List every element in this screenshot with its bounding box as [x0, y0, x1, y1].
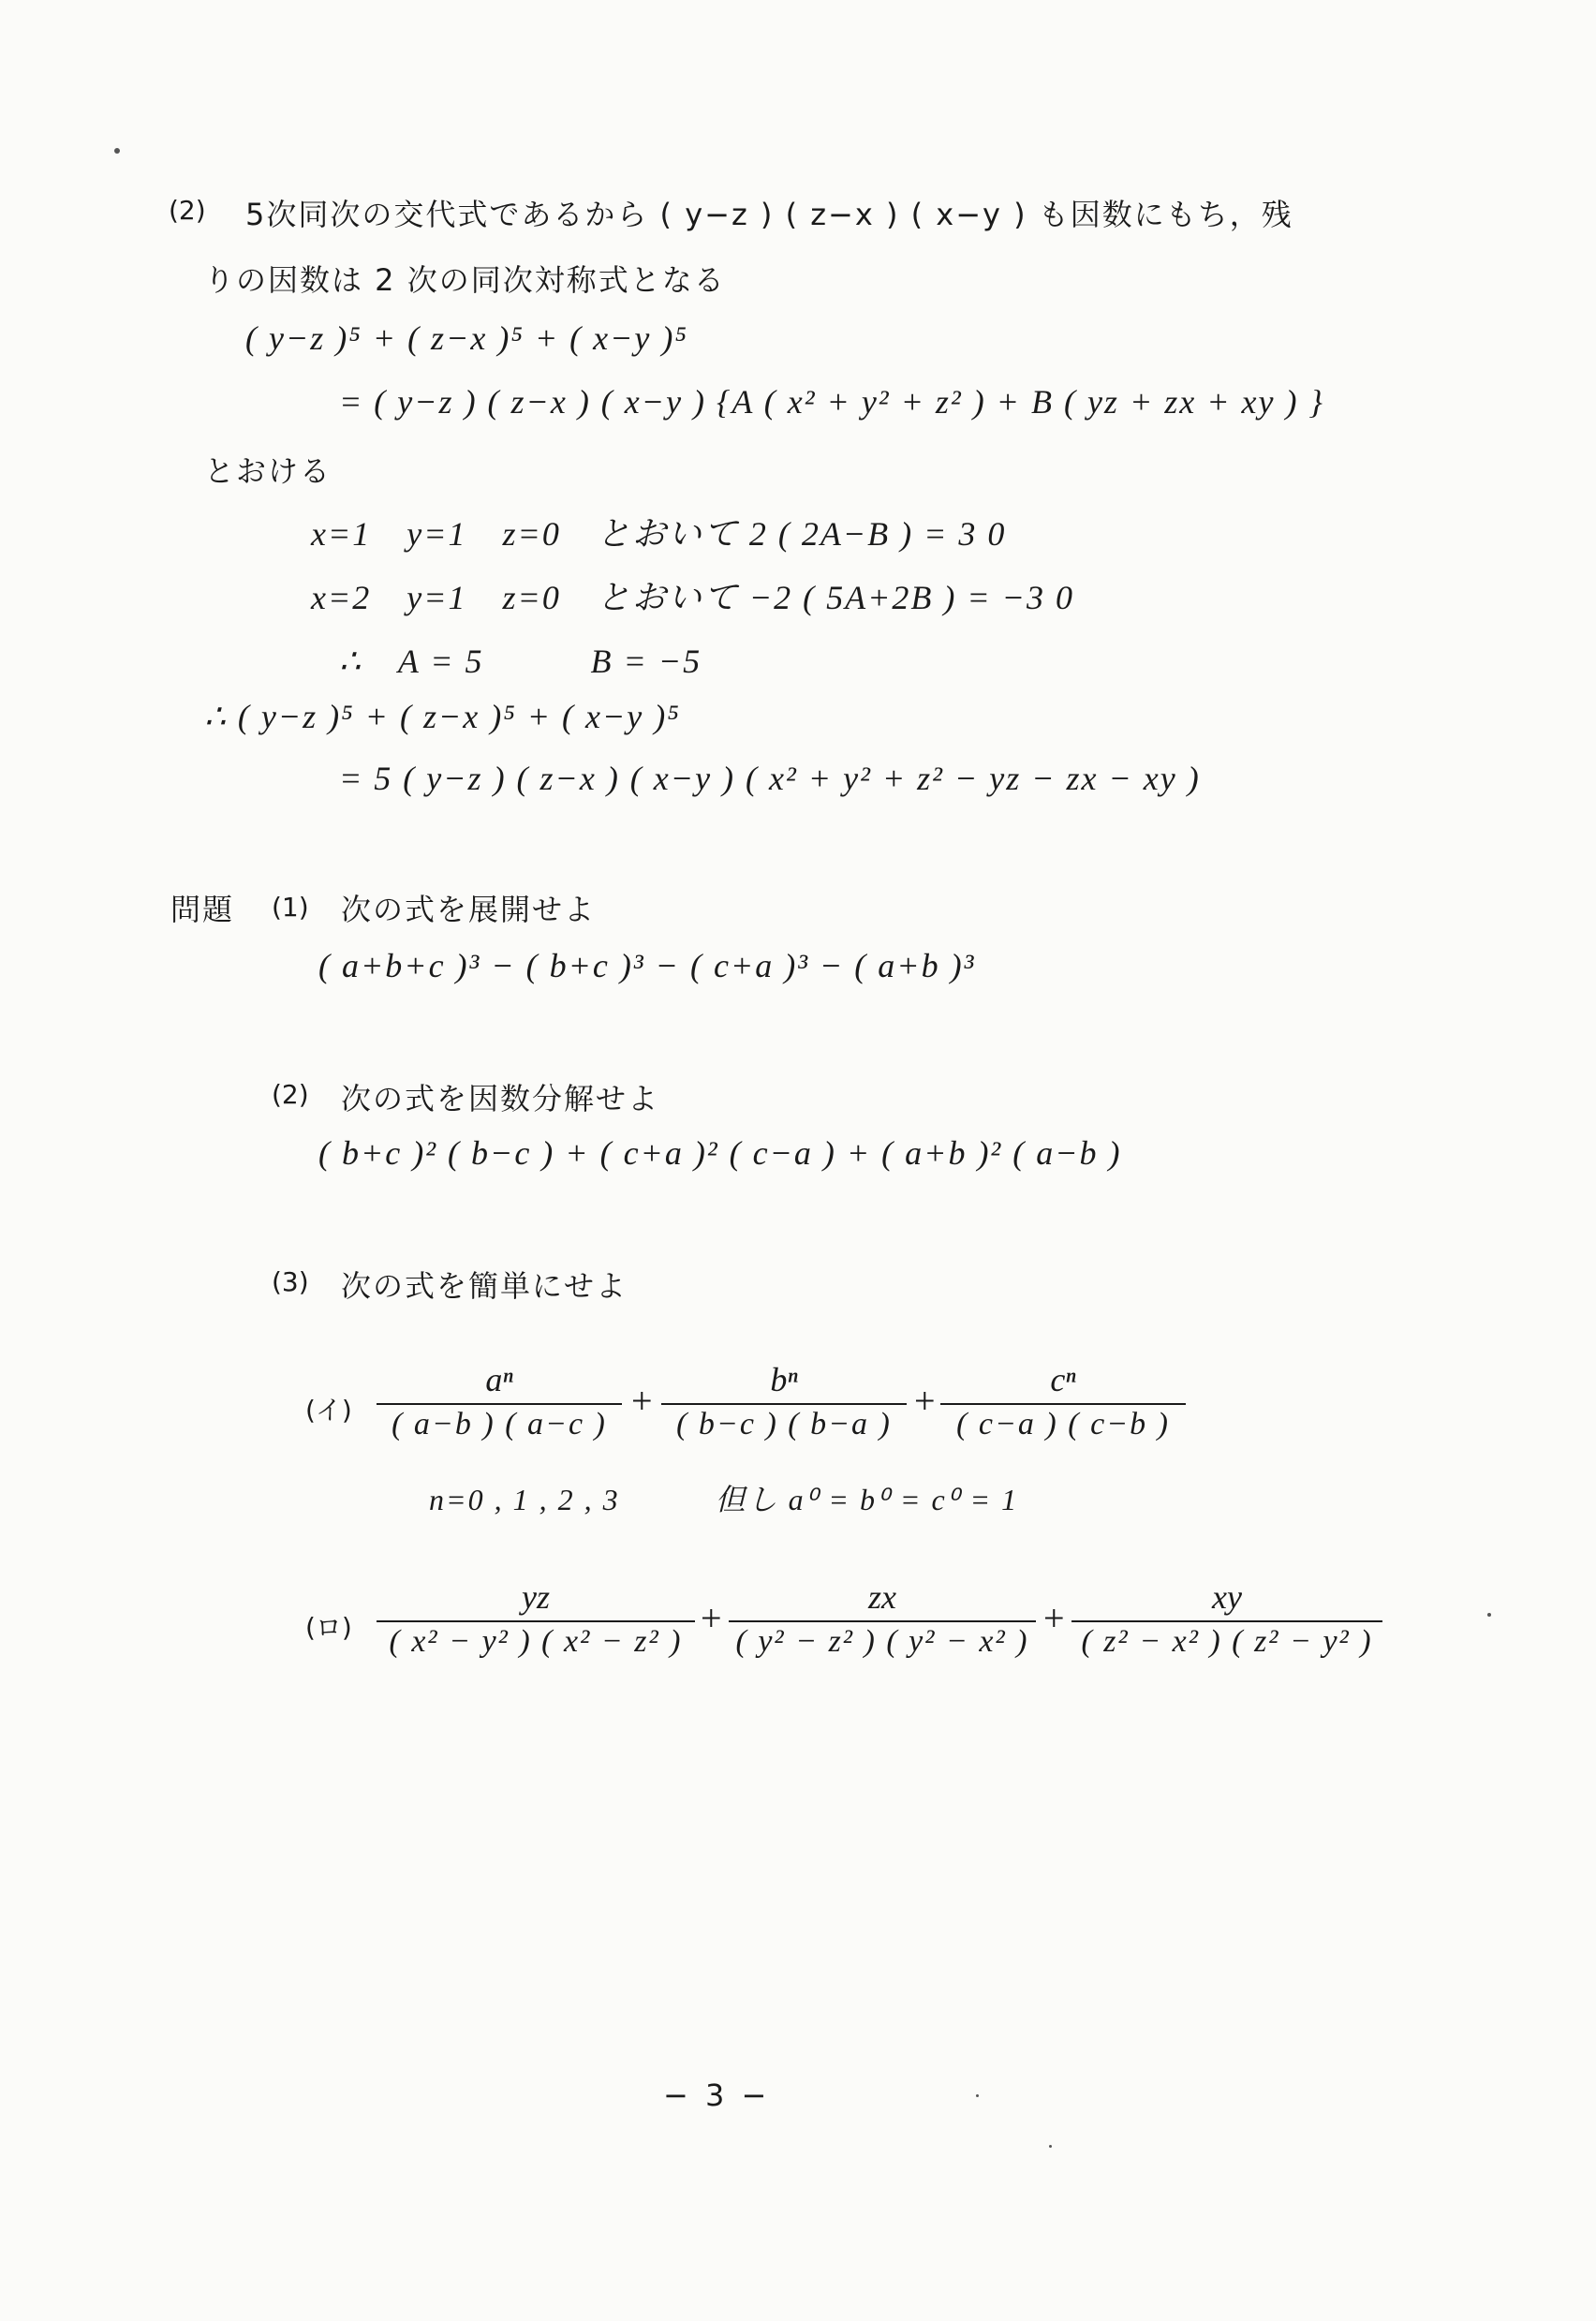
- scan-speck: [1049, 2145, 1052, 2148]
- problem-2-label: (2): [272, 1079, 309, 1110]
- fraction-ro-2: [729, 1577, 1036, 1660]
- set-text: とおける: [204, 453, 332, 489]
- problem-2-expression: ( b+c )² ( b−c ) + ( c+a )² ( c−a ) + ( a+b )² ( a−b ): [318, 1134, 1122, 1172]
- fraction-i-3: [940, 1360, 1186, 1442]
- section-label: (2): [169, 195, 206, 226]
- problem-3-text: 次の式を簡単にせよ: [341, 1268, 628, 1304]
- equation-rhs: = ( y−z ) ( z−x ) ( x−y ) {A ( x² + y² + z² ) + B ( yz + zx + xy ) }: [339, 383, 1324, 421]
- page-number: − 3 −: [663, 2077, 771, 2113]
- subproblem-ro-label: (ロ): [305, 1612, 352, 1643]
- fraction-ro-1: [377, 1577, 695, 1660]
- fraction-numerator: zx: [868, 1578, 896, 1616]
- scan-speck: [976, 2094, 979, 2097]
- fraction-numerator: xy: [1212, 1578, 1242, 1616]
- fraction-numerator: aⁿ: [485, 1361, 513, 1398]
- scan-speck: [1487, 1613, 1491, 1617]
- fraction-denominator: ( y² − z² ) ( y² − x² ): [735, 1624, 1029, 1659]
- problem-3-label: (3): [272, 1266, 309, 1297]
- substitution-1: x=1 y=1 z=0 とおいて 2 ( 2A−B ) = 3 0: [311, 515, 1007, 553]
- fraction-numerator: bⁿ: [770, 1361, 798, 1398]
- problem-1-text: 次の式を展開せよ: [341, 892, 597, 927]
- plus-sign: +: [631, 1380, 653, 1422]
- fraction-denominator: ( c−a ) ( c−b ): [956, 1407, 1170, 1441]
- substitution-2: x=2 y=1 z=0 とおいて −2 ( 5A+2B ) = −3 0: [311, 579, 1074, 616]
- section-intro-line2: りの因数は 2 次の同次対称式となる: [204, 262, 726, 298]
- subproblem-i-label: (イ): [305, 1395, 352, 1426]
- result-line: = 5 ( y−z ) ( z−x ) ( x−y ) ( x² + y² + z² − yz − zx − xy ): [339, 760, 1201, 797]
- therefore-line: ∴ ( y−z )⁵ + ( z−x )⁵ + ( x−y )⁵: [204, 698, 681, 735]
- fraction-denominator: ( a−b ) ( a−c ): [392, 1407, 607, 1441]
- problem-1-expression: ( a+b+c )³ − ( b+c )³ − ( c+a )³ − ( a+b )³: [318, 947, 976, 984]
- plus-sign: +: [1043, 1597, 1065, 1639]
- fraction-numerator: cⁿ: [1050, 1361, 1076, 1398]
- plus-sign: +: [701, 1597, 722, 1639]
- fraction-denominator: ( z² − x² ) ( z² − y² ): [1081, 1624, 1373, 1659]
- fraction-denominator: ( b−c ) ( b−a ): [676, 1407, 892, 1441]
- problem-1-label: (1): [272, 892, 309, 923]
- fraction-numerator: yz: [522, 1578, 550, 1616]
- equation-lhs: ( y−z )⁵ + ( z−x )⁵ + ( x−y )⁵: [245, 319, 688, 357]
- fraction-i-1: [377, 1360, 622, 1442]
- subproblem-i-condition: n=0 , 1 , 2 , 3 但し a⁰ = b⁰ = c⁰ = 1: [429, 1483, 1019, 1516]
- coefficients: ∴ A = 5 B = −5: [339, 643, 702, 680]
- plus-sign: +: [914, 1380, 936, 1422]
- problem-2-text: 次の式を因数分解せよ: [341, 1081, 660, 1116]
- fraction-denominator: ( x² − y² ) ( x² − z² ): [389, 1624, 683, 1659]
- section-intro-line1: 5次同次の交代式であるから ( y−z ) ( z−x ) ( x−y ) も因数にもち，残: [245, 197, 1293, 232]
- problems-heading: 問題: [170, 892, 235, 927]
- fraction-i-2: [661, 1360, 907, 1442]
- fraction-ro-3: [1071, 1577, 1382, 1660]
- scan-speck: [114, 148, 120, 154]
